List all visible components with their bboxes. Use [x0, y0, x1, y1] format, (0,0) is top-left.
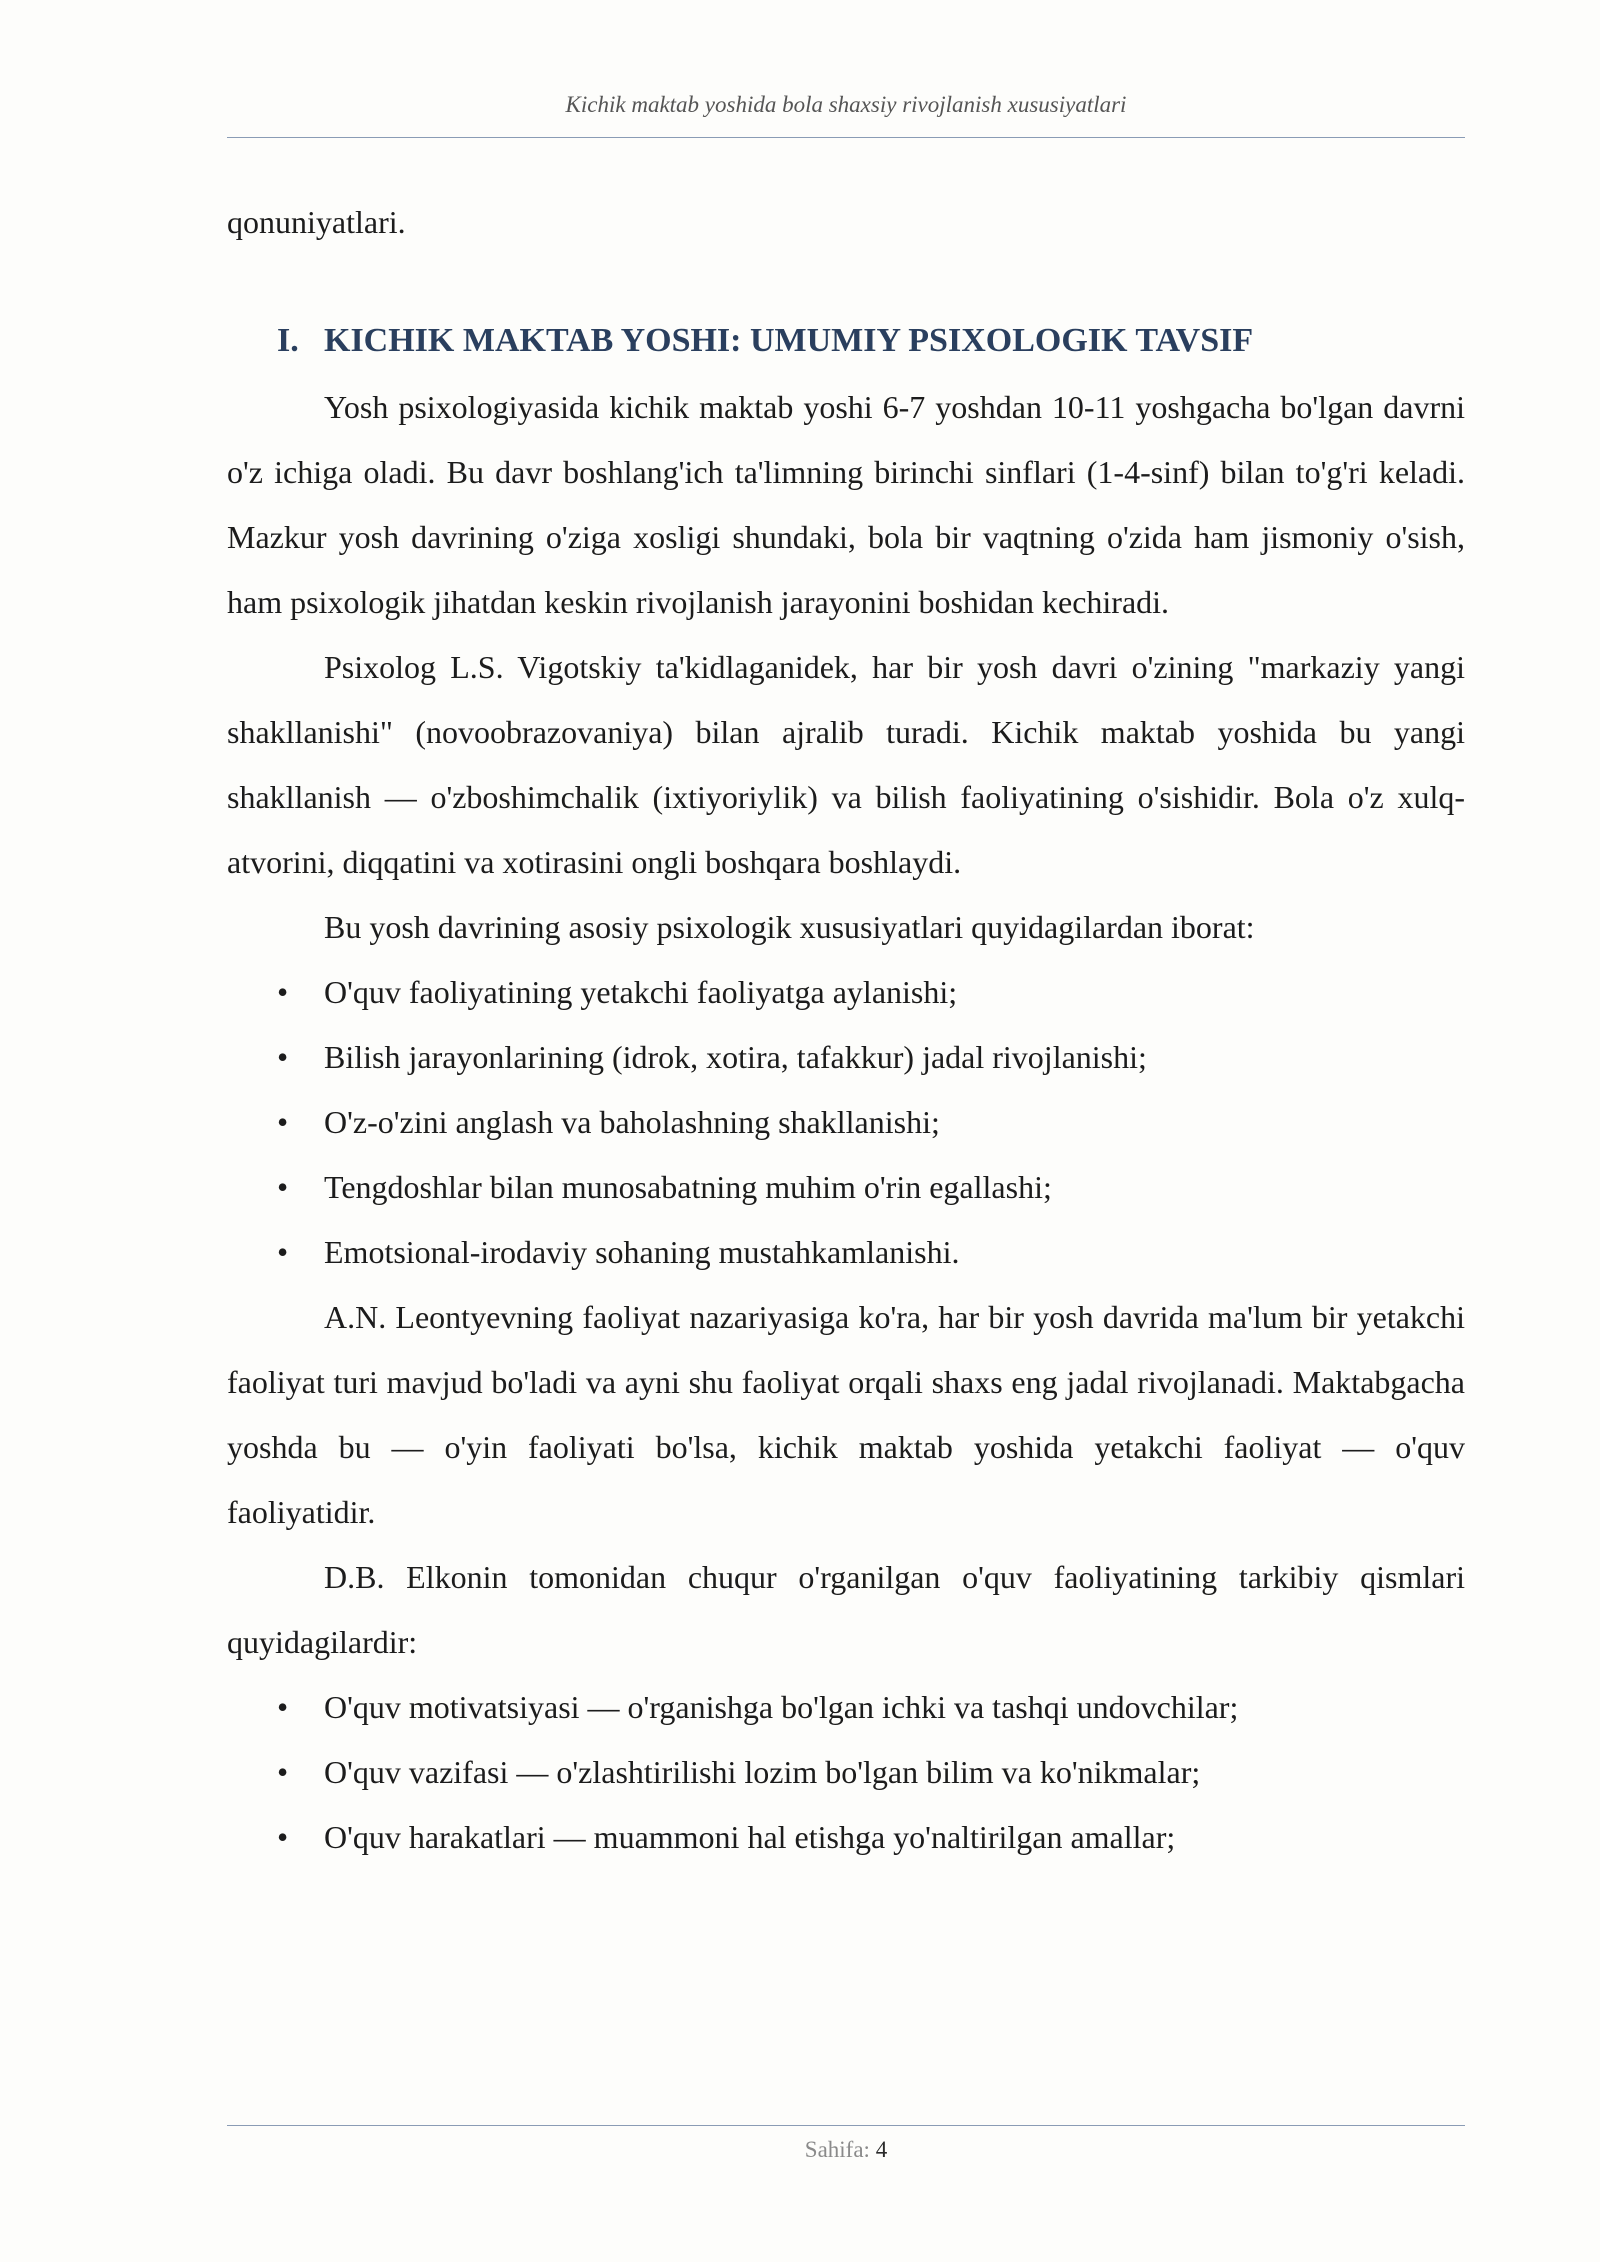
list-item: [227, 1025, 1465, 1090]
list-item-text: Tengdoshlar bilan munosabatning muhim o'rin egallashi;: [324, 1169, 1052, 1205]
running-header: Kichik maktab yoshida bola shaxsiy rivojlanish xususiyatlari: [565, 92, 1127, 117]
list-item: [227, 1220, 1465, 1285]
bullet-icon: •: [277, 1689, 289, 1725]
list-item: [227, 1805, 1465, 1870]
bullet-icon: •: [277, 1104, 289, 1140]
bullet-icon: •: [277, 1234, 289, 1270]
page-content: [227, 190, 1465, 1870]
list-item-text: Emotsional-irodaviy sohaning mustahkamlanishi.: [324, 1234, 960, 1270]
page-number: 4: [875, 2137, 888, 2162]
components-list: [227, 1675, 1465, 1870]
header-rule: [227, 137, 1465, 138]
list-item-text: Bilish jarayonlarining (idrok, xotira, tafakkur) jadal rivojlanishi;: [324, 1039, 1147, 1075]
list-item: [227, 1155, 1465, 1220]
paragraph-elkonin: D.B. Elkonin tomonidan chuqur o'rganilgan o'quv faoliyatining tarkibiy qismlari quyidagilardir:: [227, 1559, 1465, 1660]
intro-fragment: qonuniyatlari.: [227, 204, 406, 240]
paragraph-vygotsky: Psixolog L.S. Vigotskiy ta'kidlaganidek, har bir yosh davri o'zining "markaziy yangi shakllanishi" (novoobrazovaniya) bilan ajralib turadi. Kichik maktab yoshida bu yangi shakllanish — o'zboshimchalik (ixtiyoriylik) va bilish faoliyatining o'sishidir. Bola o'z xulq-atvorini, diqqatini va xotirasini ongli boshqara boshlaydi.: [227, 649, 1465, 880]
bullet-icon: •: [277, 1039, 289, 1075]
list-item-text: O'quv vazifasi — o'zlashtirilishi lozim bo'lgan bilim va ko'nikmalar;: [324, 1754, 1201, 1790]
paragraph-age-range: Yosh psixologiyasida kichik maktab yoshi 6-7 yoshdan 10-11 yoshgacha bo'lgan davrni o'z ichiga oladi. Bu davr boshlang'ich ta'limning birinchi sinflari (1-4-sinf) bilan to'g'ri keladi. Mazkur yosh davrining o'ziga xosligi shundaki, bola bir vaqtning o'zida ham jismoniy o'sish, ham psixologik jihatdan keskin rivojlanish jarayonini boshidan kechiradi.: [227, 389, 1465, 620]
bullet-icon: •: [277, 1754, 289, 1790]
bullet-icon: •: [277, 974, 289, 1010]
list-item: [227, 1675, 1465, 1740]
footer-rule: [227, 2125, 1465, 2126]
bullet-icon: •: [277, 1169, 289, 1205]
list-item: [227, 1090, 1465, 1155]
section-title: KICHIK MAKTAB YOSHI: UMUMIY PSIXOLOGIK TAVSIF: [324, 322, 1254, 359]
features-list: [227, 960, 1465, 1285]
list-item-text: O'z-o'zini anglash va baholashning shakllanishi;: [324, 1104, 940, 1140]
list-item-text: O'quv motivatsiyasi — o'rganishga bo'lgan ichki va tashqi undovchilar;: [324, 1689, 1239, 1725]
list-item-text: O'quv harakatlari — muammoni hal etishga yo'naltirilgan amallar;: [324, 1819, 1176, 1855]
page-label: Sahifa:: [804, 2137, 870, 2162]
page-footer: [227, 2137, 1465, 2163]
paragraph-features-intro: Bu yosh davrining asosiy psixologik xususiyatlari quyidagilardan iborat:: [324, 909, 1255, 945]
list-item: [227, 1740, 1465, 1805]
bullet-icon: •: [277, 1819, 289, 1855]
list-item-text: O'quv faoliyatining yetakchi faoliyatga aylanishi;: [324, 974, 958, 1010]
paragraph-leontyev: A.N. Leontyevning faoliyat nazariyasiga ko'ra, har bir yosh davrida ma'lum bir yetakchi faoliyat turi mavjud bo'ladi va ayni shu faoliyat orqali shaxs eng jadal rivojlanadi. Maktabgacha yoshda bu — o'yin faoliyati bo'lsa, kichik maktab yoshida yetakchi faoliyat — o'quv faoliyatidir.: [227, 1299, 1465, 1530]
section-number: I.: [277, 322, 299, 359]
list-item: [227, 960, 1465, 1025]
section-heading: [227, 307, 1465, 375]
